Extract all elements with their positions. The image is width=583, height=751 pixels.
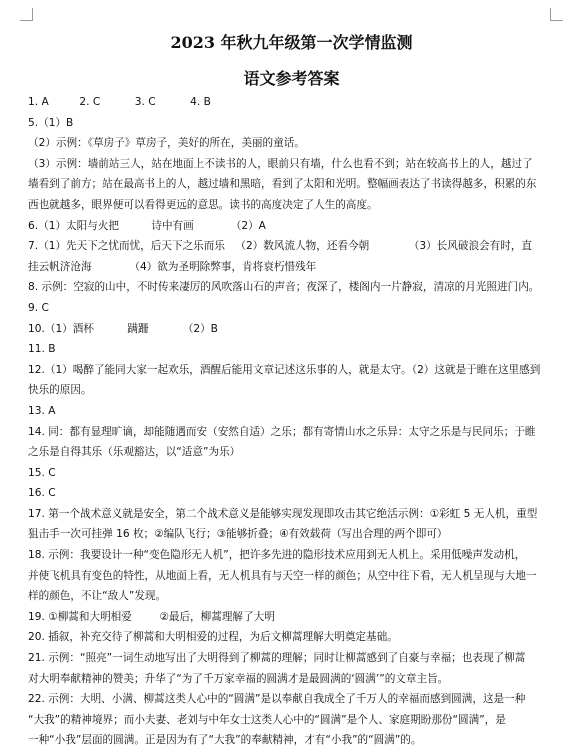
answer-line: 墙看到了前方；站在最高书上的人，越过墙和黑暗，看到了太阳和光明。整幅画表达了书读得越多，积累的东 [28,178,537,191]
answer-line: 14. 同：都有显理旷谪，却能随遇而安（安然自适）之乐；都有寄情山水之乐异：太守之乐是与民同乐；于睢 [28,425,536,438]
answer-line: 样的颜色，不让“敌人”发现。 [28,590,167,603]
answer-line: 之乐是自得其乐（乐观豁达，以“适意”为乐） [28,446,241,459]
answer-line [28,257,553,278]
answer-item: 1. A [28,96,49,108]
answer-item: 诗中有画 [151,219,194,232]
answer-line: 8. 示例：空寂的山中，不时传来凄厉的风吹落山石的声音；夜深了，楼阁内一片静寂，清凉的月光照进门内。 [28,281,540,294]
answer-line [28,92,553,113]
answer-line: 15. C [28,466,56,479]
page-corner-mark-right [550,8,563,21]
answer-line: 13. A [28,404,56,417]
answer-item: 6.（1）太阳与火把 [28,219,120,232]
answer-item: （3）长风破浪会有时，直 [408,240,533,253]
answer-line: 5.（1）B [28,116,74,129]
answer-line: 11. B [28,343,56,356]
page-subtitle: 语文参考答案 [243,69,340,88]
answer-line: 17. 第一个战术意义就是安全，第二个战术意义是能够实现发现即攻击其它绝活示例：①彩虹 5 无人机，重型 [28,507,538,520]
answer-line: 对大明奉献精神的赞美；升华了“为了千万家幸福的圆满才是最圆满的‘圆满’”的文章主旨。 [28,672,449,685]
answer-list [28,92,553,751]
answer-item: （2）B [182,322,218,335]
answer-item: 挂云帆济沧海 [28,260,92,273]
answer-line [28,236,553,257]
answer-line: 12.（1）喝醉了能同大家一起欢乐，酒醒后能用文章记述这乐事的人，就是太守。（2）这就是于睢在这里感到 [28,363,541,376]
answer-item: （2）A [230,219,266,232]
answer-line: （3）示例：墙前站三人，站在地面上不读书的人，眼前只有墙，什么也看不到；站在较高书上的人，越过了 [28,157,533,170]
page-corner-mark-left [20,8,33,21]
answer-item: 4. B [190,96,211,108]
answer-line: 西也就越多，眼界便可以看得更远的意思。读书的高度决定了人生的高度。 [28,198,378,211]
answer-item: 3. C [134,96,156,108]
answer-line: 21. 示例：“照亮”一词生动地写出了大明得到了柳蒿的理解；同时让柳蒿感到了自豪与幸福；也表现了柳蒿 [28,652,526,665]
answer-line: 快乐的原因。 [28,384,92,397]
answer-item: 19. ①柳蒿和大明相爱 [28,610,132,623]
page-title: 2023 年秋九年级第一次学情监测 [170,33,413,52]
answer-item: ②最后，柳蒿理解了大明 [159,610,275,623]
answer-line [28,319,553,340]
answer-line: 并使飞机具有变色的特性，从地面上看，无人机具有与天空一样的颜色；从空中往下看，无人机呈现与大地一 [28,569,537,582]
answer-line: 18. 示例：我要设计一种“变色隐形无人机”，把许多先进的隐形技术应用到无人机上。采用低噪声发动机， [28,549,526,562]
answer-line [28,216,553,237]
answer-line: 22. 示例：大明、小满、柳蒿这类人心中的“圆满”是以奉献自我成全了千万人的幸福而感到圆满，这是一种 [28,693,526,706]
answer-item: 7.（1）先天下之忧而忧，后天下之乐而乐 [28,240,225,253]
answer-item: （4）欲为圣明除弊事，肯将衰朽惜残年 [129,260,317,273]
answer-line: 狙击手一次可挂弹 16 枚；②编队飞行；③能够折叠；④有效载荷（写出合理的两个即可） [28,528,448,541]
answer-line: （2）示例：《草房子》草房子，美好的所在，美丽的童话。 [28,137,305,150]
answer-item: （2）数风流人物，还看今朝 [235,240,370,253]
answer-line: “大我”的精神境界；而小夫妻、老刘与中年女士这类人心中的“圆满”是个人、家庭期盼那份“圆满”，是 [28,713,506,726]
answer-line [28,607,553,628]
answer-item: 蹒跚 [127,322,149,335]
answer-item: 10.（1）酒杯 [28,322,94,335]
answer-item: 2. C [79,96,101,108]
answer-line: 一种“小我”层面的圆满。正是因为有了“大我”的奉献精神，才有“小我”的“圆满”的。 [28,734,422,747]
answer-line: 16. C [28,487,56,500]
answer-line: 9. C [28,301,49,314]
answer-line: 20. 插叙，补充交待了柳蒿和大明相爱的过程，为后文柳蒿理解大明奠定基础。 [28,631,398,644]
